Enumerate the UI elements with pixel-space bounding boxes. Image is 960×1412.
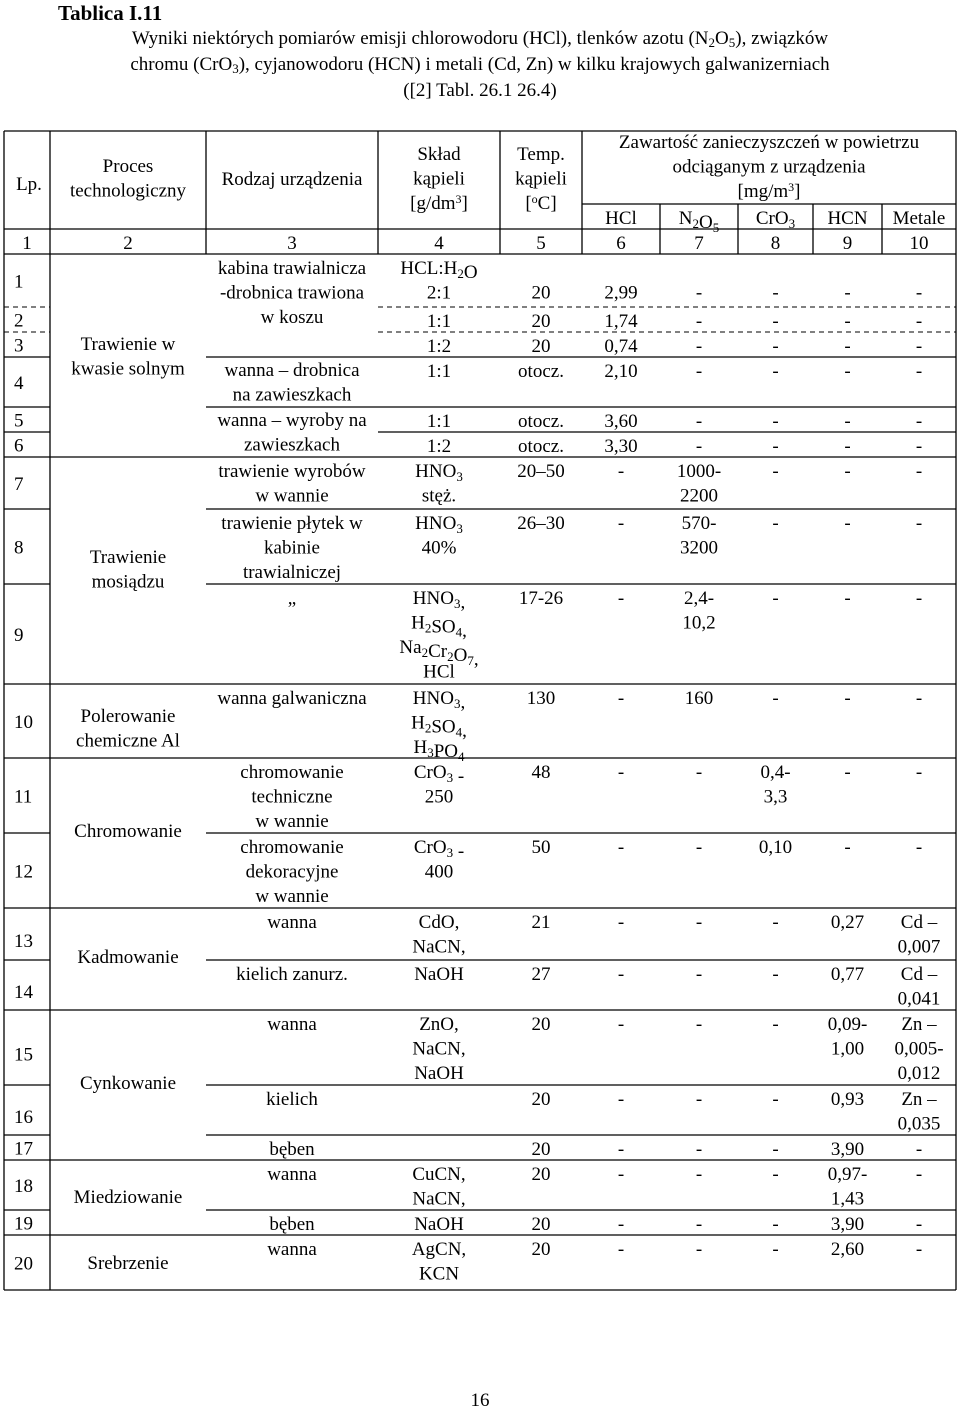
header-column-number: 9 bbox=[842, 233, 853, 254]
group-proces-trawienie-mosiadzu: Trawienie bbox=[89, 547, 167, 568]
row-hcl: - bbox=[617, 688, 625, 709]
row-temp: otocz. bbox=[518, 361, 564, 382]
row-rodzaj: bęben bbox=[269, 1139, 315, 1160]
row-lp: 12 bbox=[14, 861, 33, 883]
row-cro3: - bbox=[772, 1089, 779, 1110]
row-sklad: NaOH bbox=[414, 1063, 464, 1084]
row-rodzaj: wanna bbox=[267, 1014, 317, 1035]
row-rodzaj: kielich zanurz. bbox=[236, 964, 348, 985]
row-sklad: $H_2SO_4$, bbox=[411, 712, 467, 742]
row-n2o5: - bbox=[695, 311, 703, 332]
header-column-number: 5 bbox=[536, 233, 546, 254]
row-sklad: 1:2 bbox=[426, 336, 452, 357]
row-rodzaj: w wannie bbox=[255, 886, 329, 907]
row-n2o5: - bbox=[695, 411, 703, 432]
row-rodzaj: wanna bbox=[267, 1164, 317, 1185]
row-n2o5: - bbox=[695, 282, 703, 304]
row-metale: 0,035 bbox=[897, 1113, 941, 1135]
row-cro3: - bbox=[772, 964, 779, 985]
row-sklad: NaCN, bbox=[412, 1038, 466, 1060]
row-lp: 8 bbox=[14, 537, 24, 559]
header-temp: kąpieli bbox=[515, 168, 567, 190]
row-lp: 1 bbox=[14, 271, 24, 293]
row-temp: 20 bbox=[531, 311, 551, 332]
row-sklad: $HNO_3$ bbox=[415, 513, 463, 536]
row-n2o5: - bbox=[695, 1089, 703, 1110]
header-column-number: 8 bbox=[770, 233, 781, 254]
row-metale: Cd – bbox=[900, 964, 938, 985]
page-number: 16 bbox=[470, 1390, 490, 1411]
row-temp: 27 bbox=[531, 964, 551, 985]
row-n2o5: - bbox=[695, 1164, 703, 1185]
row-metale: - bbox=[915, 762, 923, 783]
row-hcn: 0,27 bbox=[830, 912, 865, 933]
row-sklad: $H_3PO_4$ bbox=[413, 737, 465, 764]
row-hcl: 3,60 bbox=[604, 411, 638, 432]
row-cro3: - bbox=[772, 1239, 779, 1260]
row-sklad: 1:1 bbox=[426, 361, 452, 382]
group-proces-trawienie-hcl: kwasie solnym bbox=[71, 358, 185, 380]
row-hcl: - bbox=[617, 1014, 625, 1035]
header-column-number: 3 bbox=[287, 233, 297, 254]
row-n2o5: 2200 bbox=[680, 485, 718, 507]
row-sklad: 2:1 bbox=[426, 282, 452, 304]
row-temp: 50 bbox=[531, 837, 551, 858]
row-metale: - bbox=[915, 311, 923, 332]
row-lp: 4 bbox=[14, 373, 24, 394]
row-hcl: 1,74 bbox=[604, 311, 638, 332]
group-rodzaj-wanna-drobnica: wanna – drobnica bbox=[224, 360, 360, 381]
row-temp: 48 bbox=[531, 762, 551, 783]
row-rodzaj: trawialniczej bbox=[242, 562, 342, 583]
row-sklad: NaCN, bbox=[412, 936, 466, 958]
table-caption-line-2: chromu (CrO3), cyjanowodoru (HCN) i metali (Cd, Zn) w kilku krajowych galwanizerniach bbox=[130, 54, 830, 76]
row-sklad: $HNO_3$ bbox=[415, 461, 463, 484]
group-rodzaj-wanna-drobnica: na zawieszkach bbox=[232, 384, 352, 406]
row-hcl: - bbox=[617, 762, 625, 783]
table-caption-line-1: Wyniki niektórych pomiarów emisji chlorowodoru (HCl), tlenków azotu (N2O5), związków bbox=[131, 28, 829, 50]
row-hcl: - bbox=[617, 837, 625, 858]
row-rodzaj: kielich bbox=[266, 1089, 318, 1110]
row-lp: 17 bbox=[14, 1138, 33, 1160]
row-n2o5: 1000- bbox=[676, 461, 722, 482]
row-n2o5: - bbox=[695, 837, 703, 858]
row-cro3: - bbox=[772, 588, 779, 609]
row-temp: 20–50 bbox=[517, 461, 565, 482]
row-rodzaj: kabinie bbox=[264, 537, 320, 559]
row-temp: 20 bbox=[531, 282, 551, 304]
group-rodzaj-wanna-wyroby: zawieszkach bbox=[244, 434, 340, 456]
row-hcl: - bbox=[617, 1139, 625, 1160]
row-sklad: KCN bbox=[418, 1263, 460, 1285]
row-metale: Zn – bbox=[901, 1014, 937, 1035]
row-metale: - bbox=[915, 1214, 923, 1235]
row-cro3: - bbox=[772, 1164, 779, 1185]
row-hcl: - bbox=[617, 588, 625, 609]
header-rodzaj: Rodzaj urządzenia bbox=[221, 169, 363, 190]
row-hcn: - bbox=[844, 461, 851, 482]
group-proces-trawienie-hcl: Trawienie w bbox=[80, 334, 176, 355]
row-lp: 9 bbox=[14, 625, 24, 646]
row-sklad: 400 bbox=[424, 861, 454, 883]
row-hcn: 0,97- bbox=[827, 1164, 868, 1185]
row-cro3: - bbox=[772, 411, 779, 432]
row-n2o5: - bbox=[695, 336, 703, 357]
row-sklad: $HNO_3$, bbox=[412, 688, 466, 713]
row-temp: 20 bbox=[531, 1139, 551, 1160]
header-subcol: Metale bbox=[892, 208, 946, 229]
header-zawartosc: $[mg/m^3]$ bbox=[737, 180, 801, 202]
row-cro3: - bbox=[772, 282, 779, 304]
row-lp: 20 bbox=[14, 1253, 33, 1275]
row-n2o5: - bbox=[695, 1139, 703, 1160]
row-cro3: 0,10 bbox=[758, 837, 793, 858]
row-rodzaj: trawienie wyrobów bbox=[218, 461, 366, 482]
row-rodzaj: w wannie bbox=[255, 485, 329, 507]
row-hcl: 0,74 bbox=[604, 336, 638, 357]
row-temp: 130 bbox=[526, 688, 556, 709]
row-metale: 0,012 bbox=[897, 1063, 941, 1084]
header-zawartosc: odciąganym z urządzenia bbox=[672, 156, 866, 178]
row-sklad: stęż. bbox=[421, 485, 457, 507]
row-hcn: 3,90 bbox=[830, 1139, 865, 1160]
row-temp: 20 bbox=[531, 1164, 551, 1185]
row-rodzaj: w wannie bbox=[255, 811, 329, 832]
header-column-number: 6 bbox=[616, 233, 626, 254]
row-cro3: - bbox=[772, 1214, 779, 1235]
group-rodzaj-kabina: kabina trawialnicza bbox=[217, 258, 367, 279]
row-hcl: - bbox=[617, 1164, 625, 1185]
row-temp: 20 bbox=[531, 1089, 551, 1110]
row-cro3: 3,3 bbox=[763, 786, 788, 808]
row-hcl: - bbox=[617, 912, 625, 933]
header-column-number: 10 bbox=[909, 233, 929, 254]
row-n2o5: 570- bbox=[681, 513, 717, 534]
group-proces-kadmowanie: Kadmowanie bbox=[77, 947, 179, 968]
row-metale: - bbox=[915, 361, 923, 382]
header-column-number: 1 bbox=[22, 233, 32, 254]
header-proces: technologiczny bbox=[69, 180, 187, 202]
row-cro3: - bbox=[772, 461, 779, 482]
group-proces-miedziowanie: Miedziowanie bbox=[73, 1187, 183, 1208]
row-rodzaj: trawienie płytek w bbox=[221, 513, 363, 534]
row-cro3: - bbox=[772, 311, 779, 332]
row-n2o5: - bbox=[695, 361, 703, 382]
row-n2o5: 3200 bbox=[680, 537, 718, 559]
row-n2o5: - bbox=[695, 436, 703, 457]
row-hcn: - bbox=[844, 411, 851, 432]
row-sklad: CrO$_3$ - bbox=[413, 762, 465, 787]
group-proces-cynkowanie: Cynkowanie bbox=[79, 1073, 177, 1094]
row-lp: 2 bbox=[14, 310, 24, 332]
row-rodzaj: bęben bbox=[269, 1214, 315, 1235]
row-cro3: - bbox=[772, 1139, 779, 1160]
row-cro3: - bbox=[772, 513, 779, 534]
row-hcn: 3,90 bbox=[830, 1214, 865, 1235]
row-hcn: 1,43 bbox=[830, 1188, 865, 1210]
row-lp: 15 bbox=[14, 1044, 33, 1066]
row-sklad: CdO, bbox=[418, 912, 460, 933]
row-rodzaj: wanna bbox=[267, 1239, 317, 1260]
row-metale: - bbox=[915, 436, 923, 457]
row-hcl: - bbox=[617, 964, 625, 985]
table-heading: Tablica I.11 bbox=[58, 1, 163, 25]
header-zawartosc: Zawartość zanieczyszczeń w powietrzu bbox=[618, 132, 920, 153]
row-hcl: - bbox=[617, 461, 625, 482]
row-sklad: NaOH bbox=[414, 1214, 464, 1235]
row-cro3: - bbox=[772, 688, 779, 709]
row-hcl: 2,99 bbox=[604, 282, 638, 304]
row-sklad: 250 bbox=[424, 786, 454, 808]
row-hcn: 0,09- bbox=[827, 1014, 868, 1035]
row-cro3: 0,4- bbox=[760, 762, 791, 783]
header-sklad: $[g/dm^3]$ bbox=[410, 192, 468, 214]
row-metale: - bbox=[915, 588, 923, 609]
row-metale: - bbox=[915, 1164, 923, 1185]
group-rodzaj-kabina: -drobnica trawiona bbox=[219, 282, 365, 304]
row-proces: chemiczne Al bbox=[76, 730, 180, 752]
row-n2o5: - bbox=[695, 1239, 703, 1260]
row-temp: otocz. bbox=[518, 411, 564, 432]
row-hcn: - bbox=[844, 588, 851, 609]
header-subcol: $N_2O_5$ bbox=[678, 208, 720, 235]
header-subcol: HCl bbox=[605, 208, 637, 229]
row-temp: 20 bbox=[531, 1214, 551, 1235]
row-metale: - bbox=[915, 688, 923, 709]
row-rodzaj: dekoracyjne bbox=[245, 861, 339, 883]
row-hcl: - bbox=[617, 1239, 625, 1260]
group-proces-trawienie-mosiadzu: mosiądzu bbox=[91, 571, 165, 593]
row-sklad: $H_2SO_4$, bbox=[411, 612, 467, 642]
row-lp: 16 bbox=[14, 1107, 33, 1128]
row-hcl: 3,30 bbox=[604, 436, 638, 457]
row-hcn: 2,60 bbox=[830, 1239, 865, 1260]
row-temp: 21 bbox=[531, 912, 551, 933]
row-hcn: 0,77 bbox=[830, 964, 865, 985]
row-hcn: - bbox=[844, 361, 851, 382]
row-metale: - bbox=[915, 336, 923, 357]
row-sklad: NaCN, bbox=[412, 1188, 466, 1210]
row-metale: Cd – bbox=[900, 912, 938, 933]
row-n2o5: 10,2 bbox=[682, 612, 716, 634]
row-metale: Zn – bbox=[901, 1089, 937, 1110]
header-temp: Temp. bbox=[517, 144, 565, 165]
group-proces-srebrzenie: Srebrzenie bbox=[87, 1253, 169, 1274]
row-metale: 0,041 bbox=[897, 988, 941, 1010]
row-rodzaj: „ bbox=[287, 588, 297, 609]
row-temp: 17-26 bbox=[518, 588, 564, 609]
row-temp: 26–30 bbox=[517, 513, 565, 534]
row-hcl: - bbox=[617, 1089, 625, 1110]
row-sklad: AgCN, bbox=[411, 1239, 467, 1260]
header-lp: Lp. bbox=[16, 174, 42, 195]
row-temp: 20 bbox=[531, 336, 551, 357]
row-rodzaj: chromowanie bbox=[240, 837, 344, 858]
row-n2o5: - bbox=[695, 1214, 703, 1235]
row-hcn: - bbox=[844, 762, 851, 783]
row-sklad: NaOH bbox=[414, 964, 464, 985]
header-sklad: kąpieli bbox=[413, 168, 465, 190]
row-n2o5: - bbox=[695, 912, 703, 933]
header-proces: Proces bbox=[102, 156, 154, 177]
row-hcn: - bbox=[844, 688, 851, 709]
header-column-number: 2 bbox=[123, 233, 133, 254]
row-metale: - bbox=[915, 837, 923, 858]
row-hcn: - bbox=[844, 436, 851, 457]
header-column-number: 7 bbox=[694, 233, 704, 254]
row-temp: 20 bbox=[531, 1014, 551, 1035]
row-cro3: - bbox=[772, 336, 779, 357]
header-subcol: CrO$_3$ bbox=[755, 208, 796, 231]
row-hcn: 0,93 bbox=[830, 1089, 865, 1110]
row-n2o5: - bbox=[695, 1014, 703, 1035]
row-rodzaj: techniczne bbox=[251, 786, 333, 808]
group-rodzaj-wanna-wyroby: wanna – wyroby na bbox=[217, 410, 367, 431]
table-caption-line-3: ([2] Tabl. 26.1 26.4) bbox=[403, 80, 557, 101]
row-sklad: $HCL:H_2O$ bbox=[400, 258, 478, 283]
row-metale: - bbox=[915, 411, 923, 432]
row-sklad: 40% bbox=[421, 537, 457, 559]
row-hcl: 2,10 bbox=[604, 361, 638, 382]
row-cro3: - bbox=[772, 436, 779, 457]
row-lp: 11 bbox=[14, 786, 33, 808]
row-sklad: CrO$_3$ - bbox=[413, 837, 465, 862]
header-column-number: 4 bbox=[434, 233, 444, 254]
row-hcn: 1,00 bbox=[830, 1038, 865, 1060]
row-lp: 19 bbox=[14, 1213, 33, 1235]
row-sklad: HCl bbox=[423, 661, 455, 683]
row-lp: 14 bbox=[14, 982, 33, 1003]
row-sklad: ZnO, bbox=[419, 1014, 459, 1035]
row-sklad: CuCN, bbox=[412, 1164, 466, 1185]
row-cro3: - bbox=[772, 1014, 779, 1035]
row-lp: 7 bbox=[14, 474, 24, 495]
row-lp: 13 bbox=[14, 931, 33, 952]
row-proces: Polerowanie bbox=[80, 706, 176, 727]
row-metale: - bbox=[915, 461, 923, 482]
row-metale: - bbox=[915, 1239, 923, 1260]
header-sklad: Skład bbox=[417, 144, 461, 165]
row-lp: 10 bbox=[14, 712, 33, 733]
row-sklad: $Na_2Cr_2O_7$, bbox=[399, 637, 479, 670]
row-hcl: - bbox=[617, 1214, 625, 1235]
row-sklad: 1:1 bbox=[426, 411, 452, 432]
row-rodzaj: wanna galwaniczna bbox=[217, 688, 367, 709]
row-hcn: - bbox=[844, 513, 851, 534]
row-lp: 3 bbox=[14, 335, 24, 357]
row-n2o5: - bbox=[695, 762, 703, 783]
row-cro3: - bbox=[772, 912, 779, 933]
row-sklad: 1:1 bbox=[426, 311, 452, 332]
row-n2o5: 160 bbox=[684, 688, 714, 709]
header-subcol: HCN bbox=[827, 208, 868, 229]
row-rodzaj: wanna bbox=[267, 912, 317, 933]
row-sklad: 1:2 bbox=[426, 436, 452, 457]
row-lp: 18 bbox=[14, 1176, 33, 1197]
row-hcn: - bbox=[844, 837, 851, 858]
row-n2o5: 2,4- bbox=[683, 588, 715, 609]
row-sklad: $HNO_3$, bbox=[412, 588, 466, 613]
row-metale: 0,007 bbox=[897, 936, 941, 958]
row-hcn: - bbox=[844, 311, 851, 332]
row-hcn: - bbox=[844, 282, 851, 304]
row-metale: 0,005- bbox=[894, 1038, 944, 1060]
row-rodzaj: chromowanie bbox=[240, 762, 344, 783]
row-hcn: - bbox=[844, 336, 851, 357]
row-lp: 5 bbox=[14, 410, 24, 432]
row-temp: 20 bbox=[531, 1239, 551, 1260]
row-n2o5: - bbox=[695, 964, 703, 985]
row-metale: - bbox=[915, 282, 923, 304]
row-metale: - bbox=[915, 1139, 923, 1160]
row-cro3: - bbox=[772, 361, 779, 382]
row-temp: otocz. bbox=[518, 436, 564, 457]
row-lp: 6 bbox=[14, 435, 24, 457]
group-rodzaj-kabina: w koszu bbox=[260, 307, 324, 328]
group-proces-chromowanie: Chromowanie bbox=[74, 821, 182, 842]
row-hcl: - bbox=[617, 513, 625, 534]
row-metale: - bbox=[915, 513, 923, 534]
header-temp: [$^o$C] bbox=[525, 192, 557, 214]
